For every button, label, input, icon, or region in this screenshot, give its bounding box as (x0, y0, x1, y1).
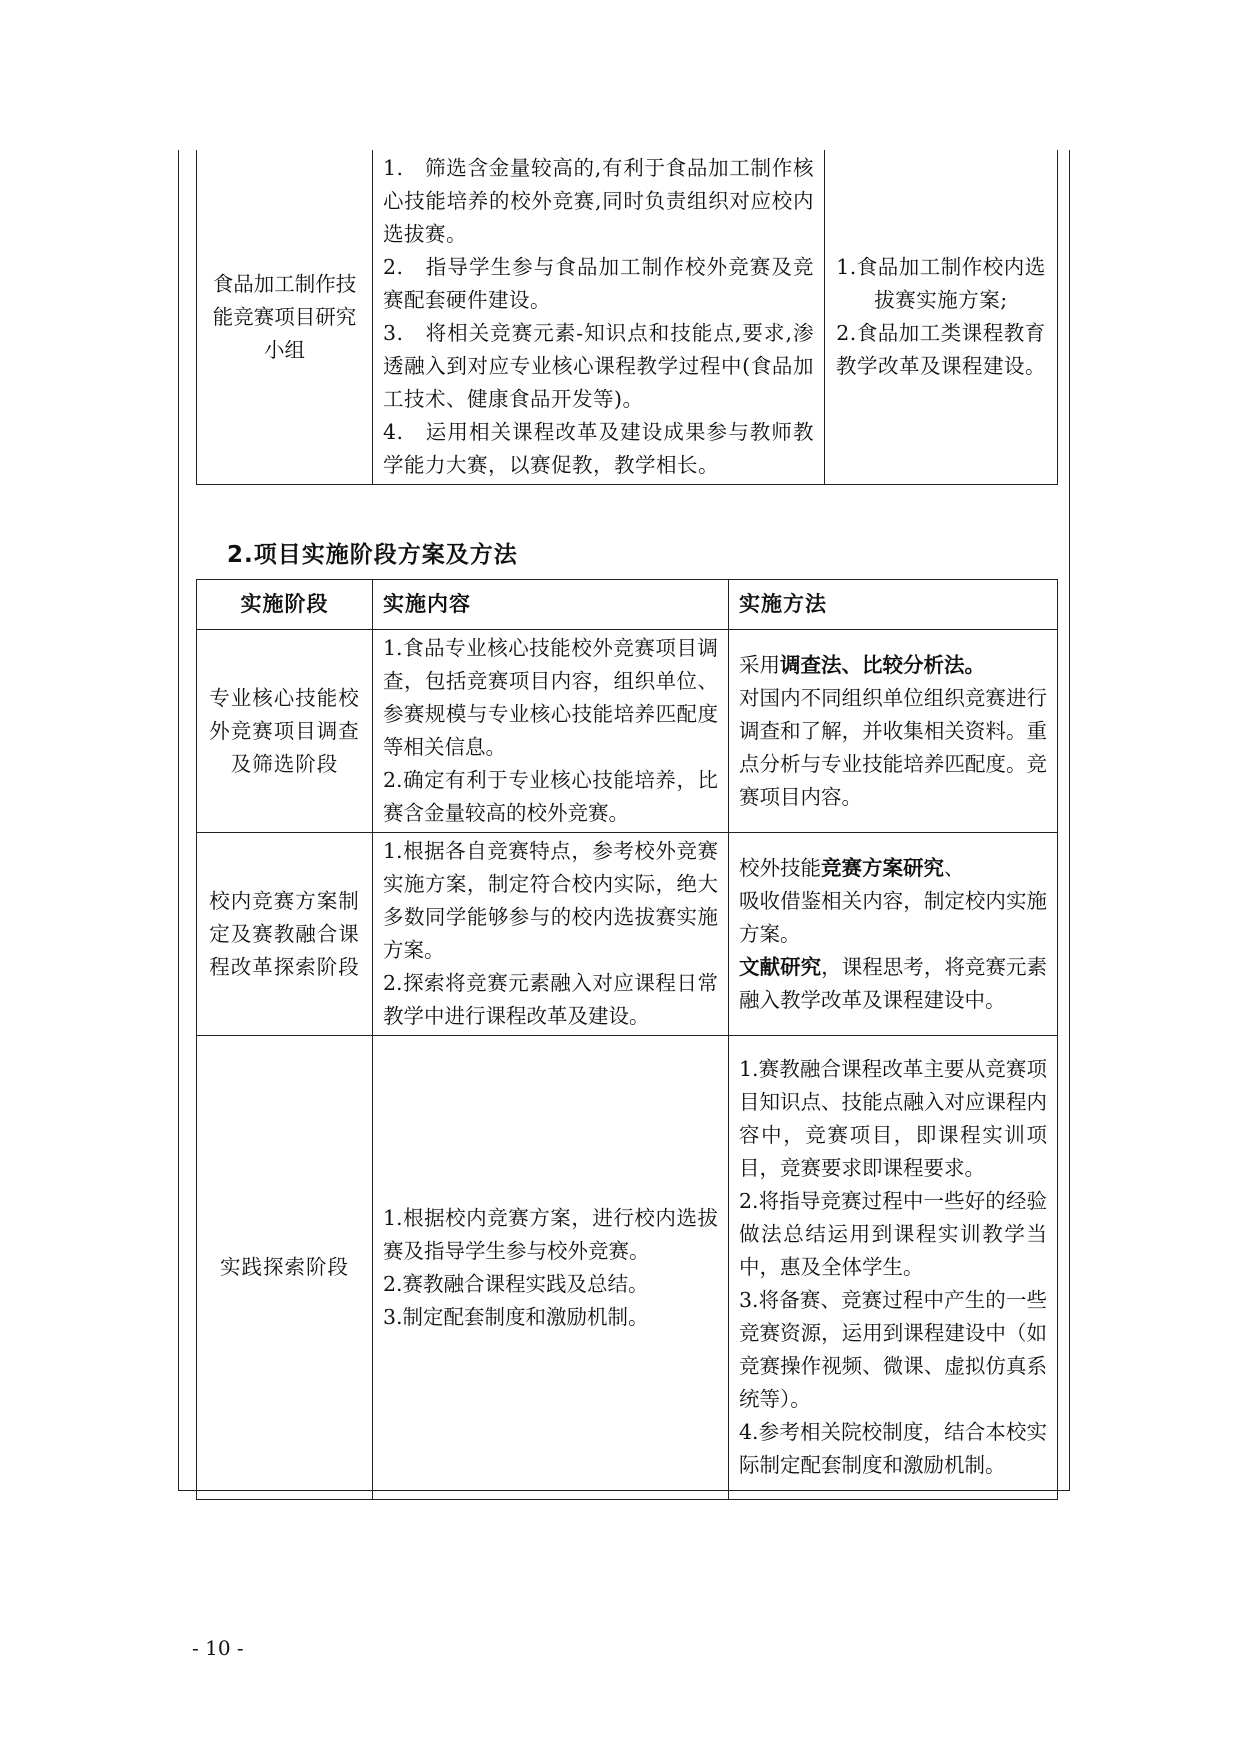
section-title: 2.项目实施阶段方案及方法 (227, 542, 518, 568)
method-item (739, 852, 1047, 885)
team-name-cell (197, 150, 373, 485)
method-item: 1.赛教融合课程改革主要从竞赛项目知识点、技能点融入对应课程内容中，竞赛项目，即课程实训项目，竞赛要求即课程要求。 (739, 1057, 1047, 1180)
header-content: 实施内容 (373, 580, 729, 630)
method-item: 吸收借鉴相关内容，制定校内实施方案。 (739, 888, 1047, 946)
method-text: 校外技能 (739, 855, 821, 880)
header-stage: 实施阶段 (197, 580, 373, 630)
outcome-item: 1.食品加工制作校内选拔赛实施方案; (836, 255, 1046, 312)
content-item: 2.赛教融合课程实践及总结。 (383, 1271, 649, 1296)
content-cell (373, 1036, 729, 1500)
table-row (197, 630, 1058, 833)
method-text: ，课程思考，将竞赛元素融入教学改革及课程建设中。 (739, 954, 1048, 1012)
content-item: 3.制定配套制度和激励机制。 (383, 1304, 649, 1329)
method-item: 3.将备赛、竞赛过程中产生的一些竞赛资源，运用到课程建设中（如竞赛操作视频、微课、虚拟仿真系统等）。 (739, 1288, 1047, 1411)
outcome-item: 2.食品加工类课程教育教学改革及课程建设。 (836, 321, 1046, 378)
stage-cell (197, 833, 373, 1036)
method-text: 、 (944, 855, 965, 880)
task-item: 4. 运用相关课程改革及建设成果参与教师教学能力大赛，以赛促教，教学相长。 (383, 420, 814, 477)
team-tasks-cell (373, 150, 825, 485)
method-item: 4.参考相关院校制度，结合本校实际制定配套制度和激励机制。 (739, 1420, 1047, 1477)
method-keyword: 竞赛方案研究 (821, 855, 944, 880)
method-keyword: 文献研究 (739, 954, 822, 979)
team-name: 食品加工制作技能竞赛项目研究小组 (212, 271, 357, 362)
stage-name: 实践探索阶段 (220, 1255, 349, 1279)
stage-cell (197, 1036, 373, 1500)
method-item (739, 649, 1047, 682)
task-item: 1. 筛选含金量较高的,有利于食品加工制作核心技能培养的校外竞赛,同时负责组织对应校内选拔赛。 (383, 156, 814, 246)
team-outcomes-cell (825, 150, 1058, 485)
table-row (197, 150, 1058, 485)
content-cell (373, 630, 729, 833)
method-cell (729, 833, 1058, 1036)
task-item: 2. 指导学生参与食品加工制作校外竞赛及竞赛配套硬件建设。 (383, 255, 814, 312)
method-item: 对国内不同组织单位组织竞赛进行调查和了解，并收集相关资料。重点分析与专业技能培养匹配度。竞赛项目内容。 (739, 685, 1047, 809)
content-item: 1.根据校内竞赛方案，进行校内选拔赛及指导学生参与校外竞赛。 (383, 1205, 718, 1263)
content-item: 2.探索将竞赛元素融入对应课程日常教学中进行课程改革及建设。 (383, 971, 718, 1028)
table-header-row (197, 580, 1058, 630)
stage-cell (197, 630, 373, 833)
team-responsibility-table (196, 150, 1058, 485)
table-row (197, 1036, 1058, 1500)
method-item: 2.将指导竞赛过程中一些好的经验做法总结运用到课程实训教学当中，惠及全体学生。 (739, 1189, 1047, 1279)
table-row (197, 833, 1058, 1036)
content-item: 1.根据各自竞赛特点，参考校外竞赛实施方案，制定符合校内实际，绝大多数同学能够参与的校内选拔赛实施方案。 (383, 839, 718, 962)
method-keyword: 调查法、比较分析法。 (780, 652, 985, 677)
method-cell (729, 630, 1058, 833)
content-cell (373, 833, 729, 1036)
content-item: 1.食品专业核心技能校外竞赛项目调查，包括竞赛项目内容，组织单位、参赛规模与专业核心技能培养匹配度等相关信息。 (383, 636, 718, 759)
page-number: - 10 - (192, 1636, 244, 1660)
content-item: 2.确定有利于专业核心技能培养，比赛含金量较高的校外竞赛。 (383, 768, 718, 825)
method-item (739, 951, 1047, 1017)
method-cell (729, 1036, 1058, 1500)
method-text: 采用 (739, 652, 780, 677)
stage-name: 校内竞赛方案制定及赛教融合课程改革探索阶段 (209, 888, 360, 979)
header-method: 实施方法 (729, 580, 1058, 630)
stage-name: 专业核心技能校外竞赛项目调查及筛选阶段 (209, 685, 360, 776)
implementation-phases-table (196, 579, 1058, 1500)
task-item: 3. 将相关竞赛元素-知识点和技能点,要求,渗透融入到对应专业核心课程教学过程中(食品加工技术、健康食品开发等)。 (383, 321, 814, 411)
